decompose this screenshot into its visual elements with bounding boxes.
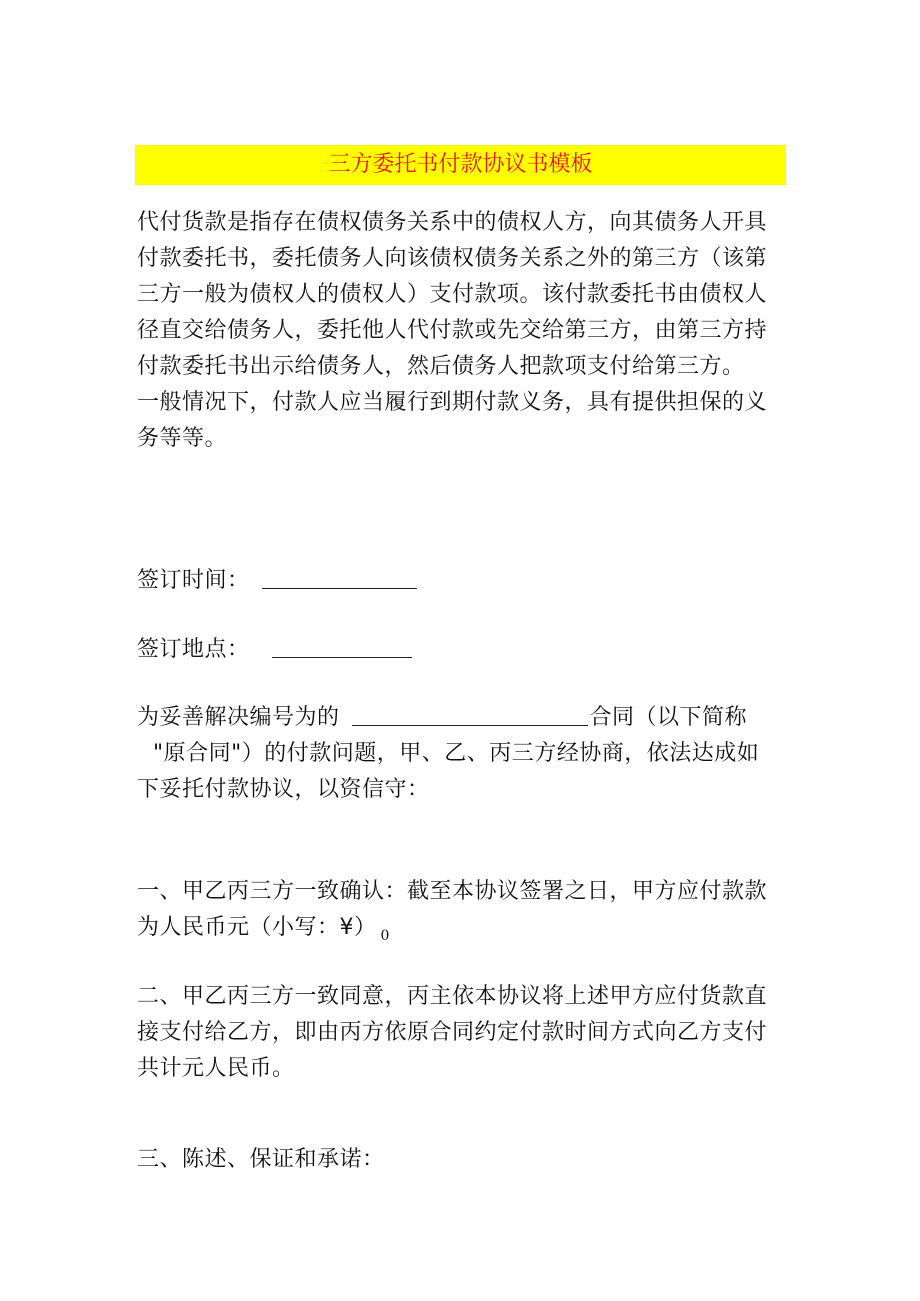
contract-number-blank[interactable] — [352, 703, 588, 726]
clause-one — [137, 874, 797, 954]
intro-line: 一般情况下，付款人应当履行到期付款义务，具有提供担保的义 — [137, 390, 768, 415]
purpose-text-before: 为妥善解决编号为的 — [137, 705, 340, 730]
intro-line: 代付货款是指存在债权债务关系中的债权人方，向其债务人开具 — [137, 210, 768, 235]
clause-three — [137, 1142, 797, 1178]
clause-one-line: 为人民币元（小写：¥） — [137, 915, 377, 940]
purpose-line: 下妥托付款协议，以资信守： — [137, 777, 430, 802]
purpose-line: "原合同"）的付款问题，甲、乙、丙三方经协商，依法达成如 — [153, 741, 760, 766]
sign-place-label: 签订地点： — [137, 637, 250, 662]
clause-two-line: 共计元人民币。 — [137, 1056, 295, 1081]
clause-two-line: 接支付给乙方，即由丙方依原合同约定付款时间方式向乙方支付 — [137, 1020, 768, 1045]
clause-two — [137, 979, 797, 1087]
sign-date-label: 签订时间： — [137, 568, 250, 593]
clause-one-line: 一、甲乙丙三方一致确认：截至本协议签署之日，甲方应付款款 — [137, 879, 768, 904]
sign-place-row — [137, 632, 797, 668]
intro-line: 径直交给债务人，委托他人代付款或先交给第三方，由第三方持 — [137, 318, 768, 343]
document-title: 三方委托书付款协议书模板 — [328, 152, 593, 177]
sign-place-blank[interactable] — [272, 635, 412, 658]
sign-date-blank[interactable] — [262, 566, 417, 589]
clause-two-line: 二、甲乙丙三方一致同意，丙主依本协议将上述甲方应付货款直 — [137, 984, 768, 1009]
clause-three-heading: 三、陈述、保证和承诺： — [137, 1147, 385, 1172]
intro-paragraph — [137, 205, 797, 457]
intro-line: 务等等。 — [137, 426, 228, 451]
clause-one-mark: 0 — [380, 928, 390, 944]
title-highlight — [135, 145, 786, 185]
intro-line: 三方一般为债权人的债权人）支付款项。该付款委托书由债权人 — [137, 282, 768, 307]
sign-date-row — [137, 563, 797, 599]
purpose-text-after: 合同（以下简称 — [589, 705, 748, 730]
intro-line: 付款委托书出示给债务人，然后债务人把款项支付给第三方。 — [137, 354, 745, 379]
intro-line: 付款委托书，委托债务人向该债权债务关系之外的第三方（该第 — [137, 246, 768, 271]
purpose-paragraph — [137, 700, 797, 808]
